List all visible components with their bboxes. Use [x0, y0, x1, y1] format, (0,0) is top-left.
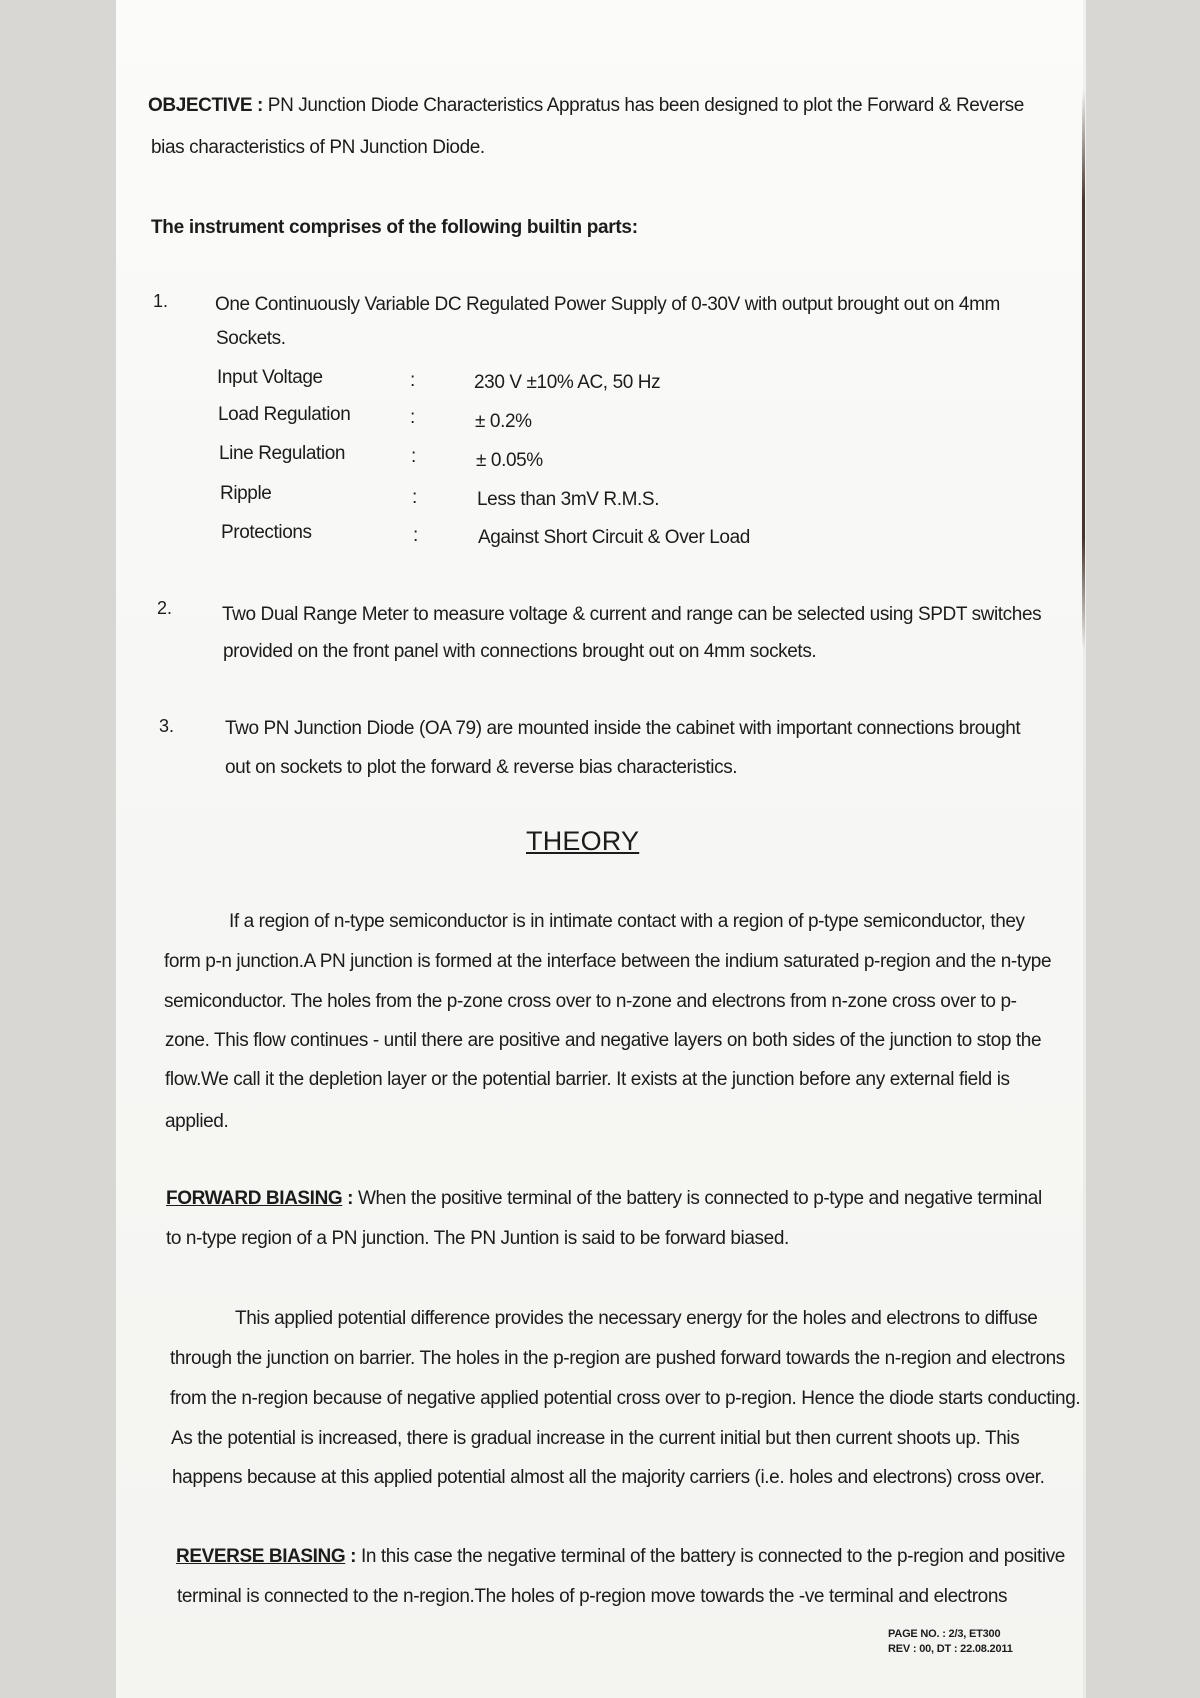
spec-label-input-voltage: Input Voltage — [217, 367, 323, 388]
item-3-line-2: out on sockets to plot the forward & reverse bias characteristics. — [225, 757, 738, 778]
reverse-biasing-text-1: In this case the negative terminal of the battery is connected to the p-region and positive — [360, 1546, 1065, 1567]
parts-heading: The instrument comprises of the following builtin parts: — [151, 217, 638, 238]
reverse-biasing-colon: : — [350, 1546, 357, 1567]
footer-revision: REV : 00, DT : 22.08.2011 — [888, 1643, 1013, 1655]
spec-label-protections: Protections — [221, 522, 312, 543]
spec-value-input-voltage: 230 V ±10% AC, 50 Hz — [474, 372, 661, 393]
forward-paragraph-line: from the n-region because of negative applied potential cross over to p-region. Hence the diode starts conducting. — [170, 1388, 1081, 1409]
item-1-line-2: Sockets. — [216, 328, 286, 349]
theory-paragraph-line: flow.We call it the depletion layer or the potential barrier. It exists at the junction before any external field is — [165, 1069, 1010, 1090]
theory-paragraph-line: applied. — [165, 1111, 229, 1132]
forward-paragraph-line: As the potential is increased, there is gradual increase in the current initial but then current shoots up. This — [171, 1428, 1020, 1449]
forward-biasing-line-2: to n-type region of a PN junction. The PN Juntion is said to be forward biased. — [166, 1228, 789, 1249]
forward-biasing-text-1: When the positive terminal of the battery is connected to p-type and negative terminal — [357, 1188, 1042, 1209]
spec-label-load-regulation: Load Regulation — [218, 404, 351, 425]
footer-page-number: PAGE NO. : 2/3, ET300 — [888, 1628, 1001, 1640]
theory-paragraph-line: zone. This flow continues - until there are positive and negative layers on both sides of the junction to stop the — [165, 1030, 1042, 1051]
spec-value-ripple: Less than 3mV R.M.S. — [477, 489, 660, 510]
objective-text-line-2: bias characteristics of PN Junction Diode. — [151, 137, 485, 158]
spec-colon: : — [413, 525, 419, 546]
spec-colon: : — [411, 446, 417, 467]
spec-value-load-regulation: ± 0.2% — [475, 411, 532, 432]
spec-colon: : — [410, 370, 416, 391]
item-3-line-1: Two PN Junction Diode (OA 79) are mounted inside the cabinet with important connections brought — [225, 718, 1021, 739]
item-2-number: 2. — [157, 598, 173, 618]
scan-edge-shadow — [1082, 90, 1085, 650]
objective-line-1 — [148, 95, 1024, 117]
item-1-line-1: One Continuously Variable DC Regulated Power Supply of 0-30V with output brought out on 4mm — [215, 294, 1000, 315]
reverse-biasing-line-2: terminal is connected to the n-region.The holes of p-region move towards the -ve terminal and electrons — [177, 1586, 1008, 1607]
forward-biasing-colon: : — [347, 1188, 354, 1209]
objective-label: OBJECTIVE : — [148, 95, 263, 116]
spec-colon: : — [412, 487, 418, 508]
spec-label-line-regulation: Line Regulation — [219, 443, 346, 464]
spec-label-ripple: Ripple — [220, 483, 272, 504]
item-2-line-1: Two Dual Range Meter to measure voltage & current and range can be selected using SPDT switches — [222, 604, 1042, 625]
item-1-number: 1. — [153, 291, 169, 311]
objective-text-line-1: PN Junction Diode Characteristics Appratus has been designed to plot the Forward & Reverse — [267, 95, 1024, 116]
spec-value-line-regulation: ± 0.05% — [476, 450, 543, 471]
forward-paragraph-line: through the junction on barrier. The holes in the p-region are pushed forward towards the n-region and electrons — [170, 1348, 1065, 1369]
spec-colon: : — [410, 407, 416, 428]
theory-paragraph-line: semiconductor. The holes from the p-zone cross over to n-zone and electrons from n-zone cross over to p- — [164, 991, 1017, 1012]
item-2-line-2: provided on the front panel with connections brought out on 4mm sockets. — [223, 641, 817, 662]
reverse-biasing-line-1 — [176, 1546, 1065, 1568]
spec-value-protections: Against Short Circuit & Over Load — [478, 527, 750, 548]
theory-title: THEORY — [526, 826, 640, 856]
reverse-biasing-label: REVERSE BIASING — [176, 1546, 346, 1567]
item-3-number: 3. — [159, 716, 175, 736]
forward-paragraph-line: This applied potential difference provides the necessary energy for the holes and electrons to diffuse — [235, 1308, 1038, 1329]
forward-biasing-label: FORWARD BIASING — [166, 1188, 343, 1209]
forward-biasing-line-1 — [166, 1188, 1042, 1210]
theory-paragraph-line: If a region of n-type semiconductor is in intimate contact with a region of p-type semiconductor, they — [229, 911, 1025, 932]
theory-paragraph-line: form p-n junction.A PN junction is formed at the interface between the indium saturated p-region and the n-type — [164, 951, 1052, 972]
forward-paragraph-line: happens because at this applied potential almost all the majority carriers (i.e. holes and electrons) cross over. — [172, 1467, 1045, 1488]
